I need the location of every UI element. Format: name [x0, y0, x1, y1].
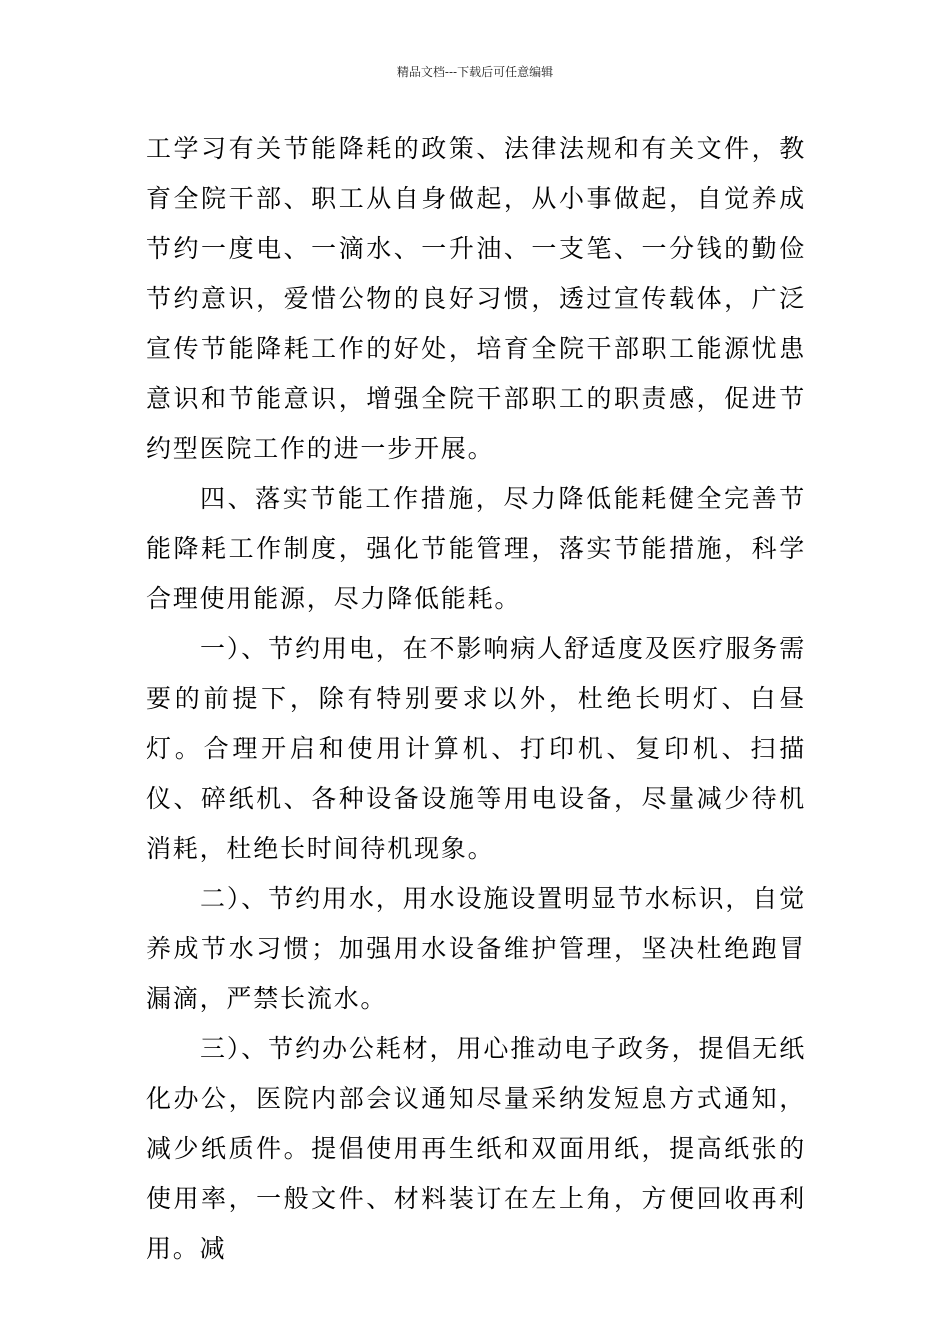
document-body	[146, 124, 806, 1274]
paragraph-2: 四、落实节能工作措施，尽力降低能耗健全完善节能降耗工作制度，强化节能管理，落实节能措施，科学合理使用能源，尽力降低能耗。	[146, 484, 806, 613]
page-header: 精品文档---下载后可任意编辑	[396, 65, 554, 79]
paragraph-4: 二）、节约用水，用水设施设置明显节水标识，自觉养成节水习惯；加强用水设备维护管理，坚决杜绝跑冒漏滴，严禁长流水。	[146, 884, 806, 1013]
paragraph-3: 一）、节约用电，在不影响病人舒适度及医疗服务需要的前提下，除有特别要求以外，杜绝长明灯、白昼灯。合理开启和使用计算机、打印机、复印机、扫描仪、碎纸机、各种设备设施等用电设备，尽量减少待机消耗，杜绝长时间待机现象。	[146, 634, 806, 863]
paragraph-1: 工学习有关节能降耗的政策、法律法规和有关文件，教育全院干部、职工从自身做起，从小事做起，自觉养成节约一度电、一滴水、一升油、一支笔、一分钱的勤俭节约意识，爱惜公物的良好习惯，透过宣传载体，广泛宣传节能降耗工作的好处，培育全院干部职工能源忧患意识和节能意识，增强全院干部职工的职责感，促进节约型医院工作的进一步开展。	[146, 134, 806, 463]
paragraph-5: 三）、节约办公耗材，用心推动电子政务，提倡无纸化办公，医院内部会议通知尽量采纳发短息方式通知，减少纸质件。提倡使用再生纸和双面用纸，提高纸张的使用率，一般文件、材料装订在左上角，方便回收再利用。减	[146, 1034, 806, 1263]
